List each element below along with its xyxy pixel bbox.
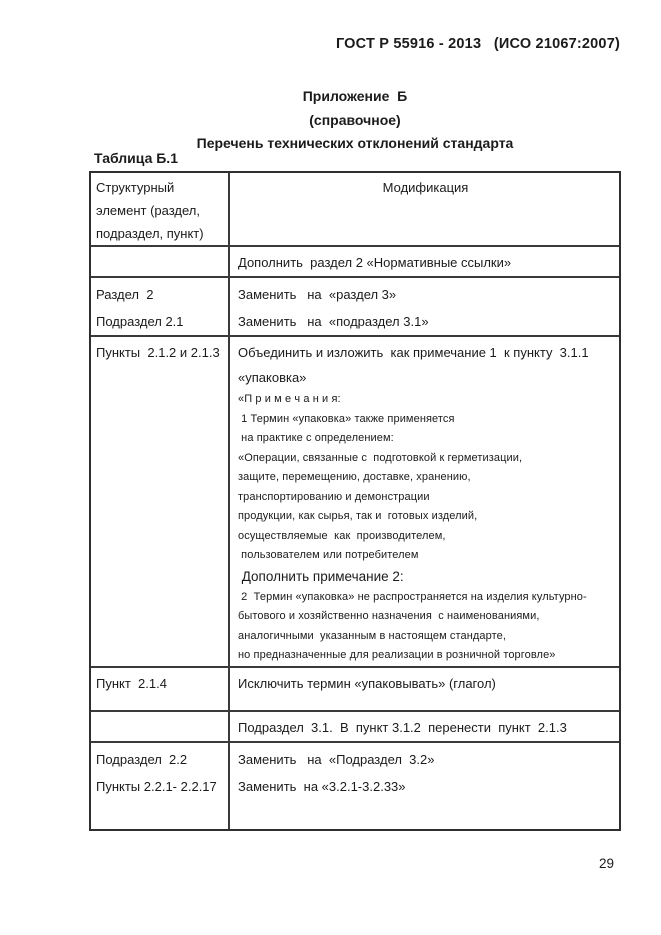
deviations-table bbox=[89, 171, 621, 831]
cell-line: аналогичными указанным в настоящем стандарте, bbox=[238, 629, 506, 642]
standard-reference: ГОСТ Р 55916 - 2013 (ИСО 21067:2007) bbox=[335, 36, 620, 52]
header-line: подраздел, пункт) bbox=[96, 226, 204, 241]
appendix-title: Перечень технических отклонений стандарта bbox=[196, 135, 514, 151]
cell-line: Исключить термин «упаковывать» (глагол) bbox=[238, 675, 496, 691]
cell-line: Пункты 2.1.2 и 2.1.3 bbox=[96, 345, 220, 360]
modification-cell bbox=[228, 278, 619, 335]
modification-cell bbox=[228, 743, 619, 829]
table-caption: Таблица Б.1 bbox=[94, 150, 178, 166]
cell-line: бытового и хозяйственно назначения с наименованиями, bbox=[238, 610, 540, 622]
structural-element-cell bbox=[91, 337, 228, 666]
table-row bbox=[91, 741, 619, 829]
cell-line: осуществляемые как производителем, bbox=[238, 529, 446, 542]
header-cell-structural-element bbox=[91, 173, 228, 245]
table-row bbox=[91, 245, 619, 276]
header-line: Структурный bbox=[96, 180, 175, 195]
cell-line: «Операции, связанные с подготовкой к герметизации, bbox=[238, 451, 523, 464]
table-header-row bbox=[91, 173, 619, 245]
appendix-label: Приложение Б bbox=[302, 88, 408, 104]
cell-line: пользователем или потребителем bbox=[238, 549, 419, 561]
cell-line: «П р и м е ч а н и я: bbox=[238, 393, 341, 405]
modification-cell bbox=[228, 337, 619, 666]
modification-cell bbox=[228, 712, 619, 741]
cell-line: Пункты 2.2.1- 2.2.17 bbox=[96, 778, 217, 794]
page-number: 29 bbox=[598, 856, 614, 871]
cell-line: 1 Термин «упаковка» также применяется bbox=[238, 412, 455, 425]
appendix-heading-block bbox=[89, 85, 621, 156]
cell-line: Заменить на «раздел 3» bbox=[238, 287, 397, 302]
cell-line: Подраздел 3.1. В пункт 3.1.2 перенести пункт 2.1.3 bbox=[238, 719, 567, 735]
structural-element-cell bbox=[91, 278, 228, 335]
appendix-kind: (справочное) bbox=[309, 111, 401, 128]
cell-line: на практике с определением: bbox=[238, 432, 394, 444]
cell-line: 2 Термин «упаковка» не распространяется на изделия культурно- bbox=[238, 590, 587, 603]
cell-line: Заменить на «подраздел 3.1» bbox=[238, 314, 429, 329]
cell-line: Подраздел 2.2 bbox=[96, 751, 188, 767]
table-row bbox=[91, 335, 619, 666]
cell-line: защите, перемещению, доставке, хранению, bbox=[238, 471, 471, 483]
cell-line: Раздел 2 bbox=[96, 287, 154, 302]
table-row bbox=[91, 666, 619, 710]
structural-element-cell bbox=[91, 712, 228, 741]
modification-cell bbox=[228, 668, 619, 710]
cell-line: Дополнить раздел 2 «Нормативные ссылки» bbox=[238, 255, 512, 270]
cell-line: Дополнить примечание 2: bbox=[238, 568, 404, 584]
structural-element-cell bbox=[91, 743, 228, 829]
cell-line: Объединить и изложить как примечание 1 к пункту 3.1.1 bbox=[238, 345, 589, 360]
header-cell-modification: Модификация bbox=[228, 173, 619, 245]
cell-line: транспортированию и демонстрации bbox=[238, 490, 430, 503]
cell-line: Заменить на «Подраздел 3.2» bbox=[238, 751, 435, 767]
cell-line: но предназначенные для реализации в розничной торговле» bbox=[238, 649, 556, 661]
cell-line: продукции, как сырья, так и готовых изделий, bbox=[238, 510, 478, 522]
table-row bbox=[91, 710, 619, 741]
structural-element-cell bbox=[91, 247, 228, 276]
modification-cell bbox=[228, 247, 619, 276]
structural-element-cell bbox=[91, 668, 228, 710]
header-line: элемент (раздел, bbox=[96, 203, 200, 218]
cell-line: «упаковка» bbox=[238, 370, 307, 385]
cell-line: Пункт 2.1.4 bbox=[96, 675, 167, 691]
cell-line: Подраздел 2.1 bbox=[96, 314, 184, 329]
table-row bbox=[91, 276, 619, 335]
cell-line: Заменить на «3.2.1-3.2.33» bbox=[238, 778, 406, 794]
